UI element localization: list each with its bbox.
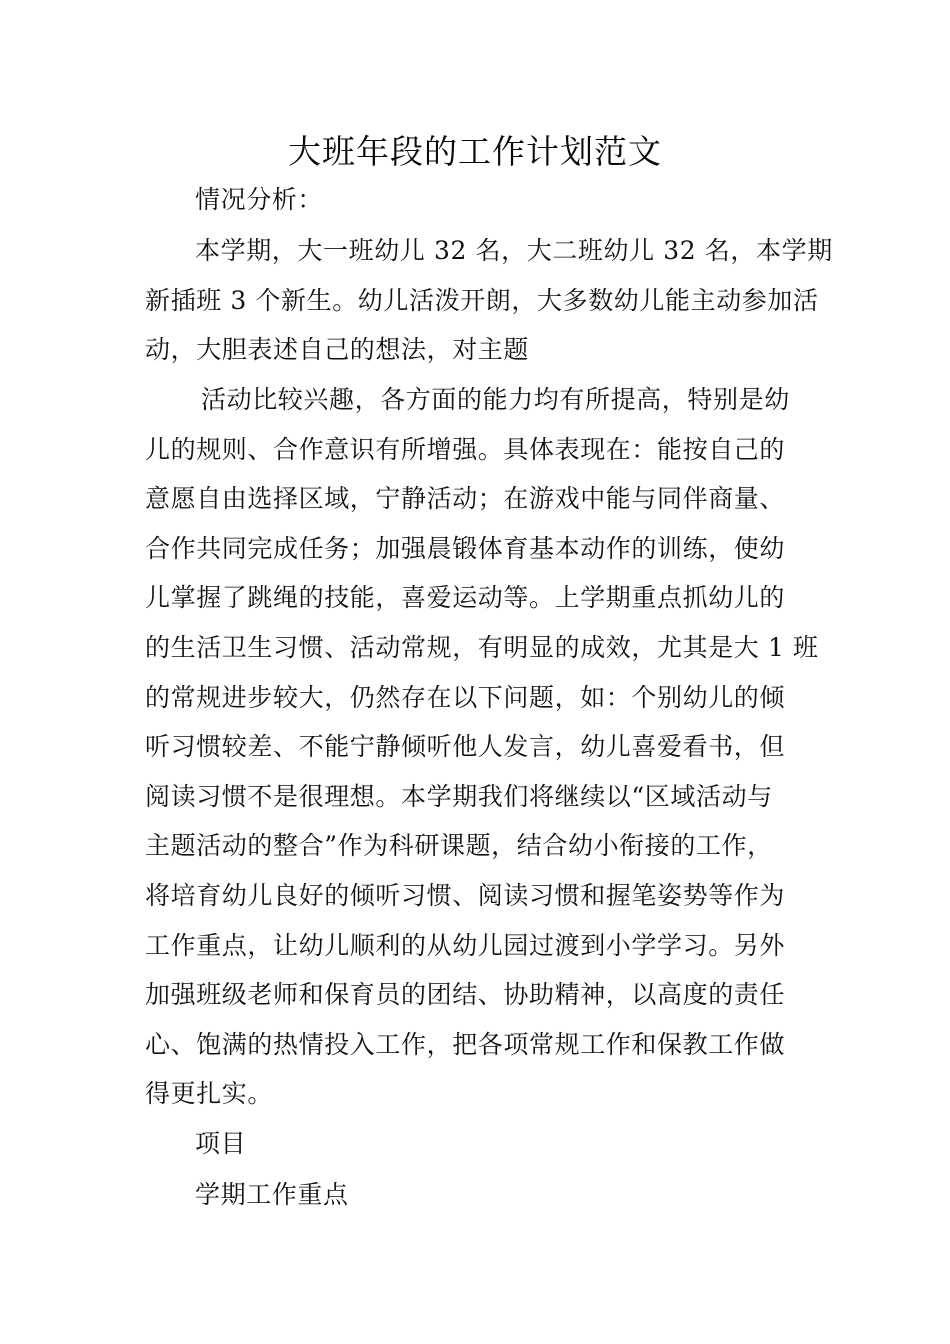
semester-focus-label: 学期工作重点 — [195, 1180, 349, 1209]
paragraph-line: 合作共同完成任务；加强晨锻体育基本动作的训练，使幼 — [145, 533, 786, 563]
item-heading-block — [145, 1119, 810, 1169]
paragraph-line: 加强班级老师和保育员的团结、协助精神，以高度的责任 — [145, 980, 786, 1010]
paragraph-line: 意愿自由选择区域，宁静活动；在游戏中能与同伴商量、 — [145, 484, 786, 514]
paragraph-line: 活动比较兴趣，各方面的能力均有所提高，特别是幼 — [201, 385, 790, 414]
document-title: 大班年段的工作计划范文 — [288, 132, 662, 171]
paragraph-line: 儿掌握了跳绳的技能，喜爱运动等。上学期重点抓幼儿的 — [145, 583, 786, 613]
paragraph-line: 工作重点，让幼儿顺利的从幼儿园过渡到小学学习。另外 — [145, 930, 786, 960]
item-label: 项目 — [195, 1129, 247, 1158]
paragraph-line: 儿的规则、合作意识有所增强。具体表现在：能按自己的 — [145, 434, 786, 464]
paragraph-line: 新插班 3 个新生。幼儿活泼开朗，大多数幼儿能主动参加活 — [145, 285, 819, 315]
paragraph-line: 阅读习惯不是很理想。本学期我们将继续以“区域活动与 — [145, 781, 773, 811]
paragraph-line: 心、饱满的热情投入工作，把各项常规工作和保教工作做 — [145, 1029, 786, 1059]
analysis-heading: 情况分析： — [195, 185, 324, 214]
paragraph-line: 本学期，大一班幼儿 32 名，大二班幼儿 32 名，本学期 — [195, 236, 833, 265]
paragraph-line: 听习惯较差、不能宁静倾听他人发言，幼儿喜爱看书，但 — [145, 732, 786, 762]
paragraph-1 — [145, 226, 833, 375]
paragraph-line: 主题活动的整合”作为科研课题，结合幼小衔接的工作， — [145, 831, 773, 861]
analysis-heading-block — [145, 175, 810, 225]
paragraph-line: 的生活卫生习惯、活动常规，有明显的成效，尤其是大 1 班 — [145, 632, 819, 662]
semester-focus-block — [145, 1170, 810, 1220]
paragraph-line: 将培育幼儿良好的倾听习惯、阅读习惯和握笔姿势等作为 — [145, 880, 786, 910]
paragraph-2 — [145, 375, 819, 1119]
paragraph-line: 得更扎实。 — [145, 1079, 274, 1109]
paragraph-line: 的常规进步较大，仍然存在以下问题，如：个别幼儿的倾 — [145, 682, 786, 712]
paragraph-line: 动，大胆表述自己的想法，对主题 — [145, 335, 530, 365]
